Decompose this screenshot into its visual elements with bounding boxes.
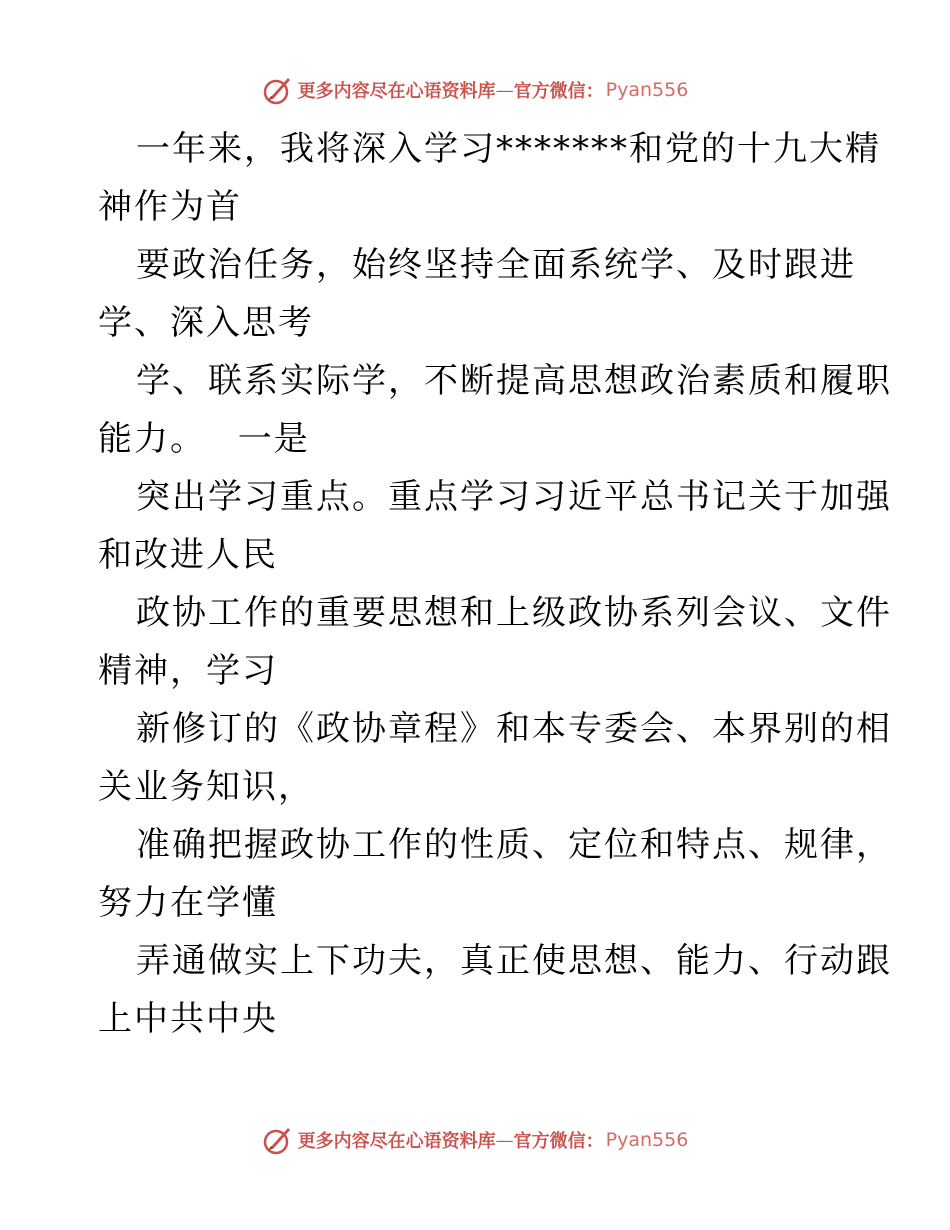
footer-wechat-id: Pyan556	[605, 1129, 689, 1151]
body-line: 一年来，我将深入学习*******和党的十九大精	[136, 129, 881, 169]
footer-wechat-label: 官方微信：	[513, 1131, 604, 1152]
body-line: 精神，学习	[98, 651, 278, 691]
header-wechat-label: 官方微信：	[513, 81, 604, 102]
footer-brand-text: 更多内容尽在心语资料库	[297, 1131, 496, 1152]
body-line: 政协工作的重要思想和上级政协系列会议、文件	[136, 593, 892, 633]
header-banner	[0, 70, 950, 110]
body-line: 学、联系实际学，不断提高思想政治素质和履职	[136, 361, 892, 401]
header-brand-text: 更多内容尽在心语资料库	[297, 81, 496, 102]
footer-separator: —	[495, 1129, 514, 1151]
body-line: 能力。 一是	[98, 419, 310, 459]
quill-logo-icon	[262, 74, 294, 106]
header-separator: —	[495, 79, 514, 101]
body-line: 要政治任务，始终坚持全面系统学、及时跟进	[136, 245, 856, 285]
quill-logo-icon	[262, 1124, 294, 1156]
header-wechat-id: Pyan556	[605, 79, 689, 101]
body-line: 突出学习重点。重点学习习近平总书记关于加强	[136, 477, 892, 517]
body-line: 神作为首	[98, 187, 242, 227]
body-line: 努力在学懂	[98, 883, 278, 923]
body-line: 准确把握政协工作的性质、定位和特点、规律，	[136, 825, 892, 865]
body-text	[98, 120, 892, 1048]
body-line: 新修订的《政协章程》和本专委会、本界别的相	[136, 709, 892, 749]
body-line: 和改进人民	[98, 535, 278, 575]
body-line: 学、深入思考	[98, 303, 314, 343]
body-line: 上中共中央	[98, 999, 278, 1039]
body-line: 弄通做实上下功夫，真正使思想、能力、行动跟	[136, 941, 892, 981]
footer-banner	[0, 1120, 950, 1160]
body-line: 关业务知识，	[98, 767, 314, 807]
